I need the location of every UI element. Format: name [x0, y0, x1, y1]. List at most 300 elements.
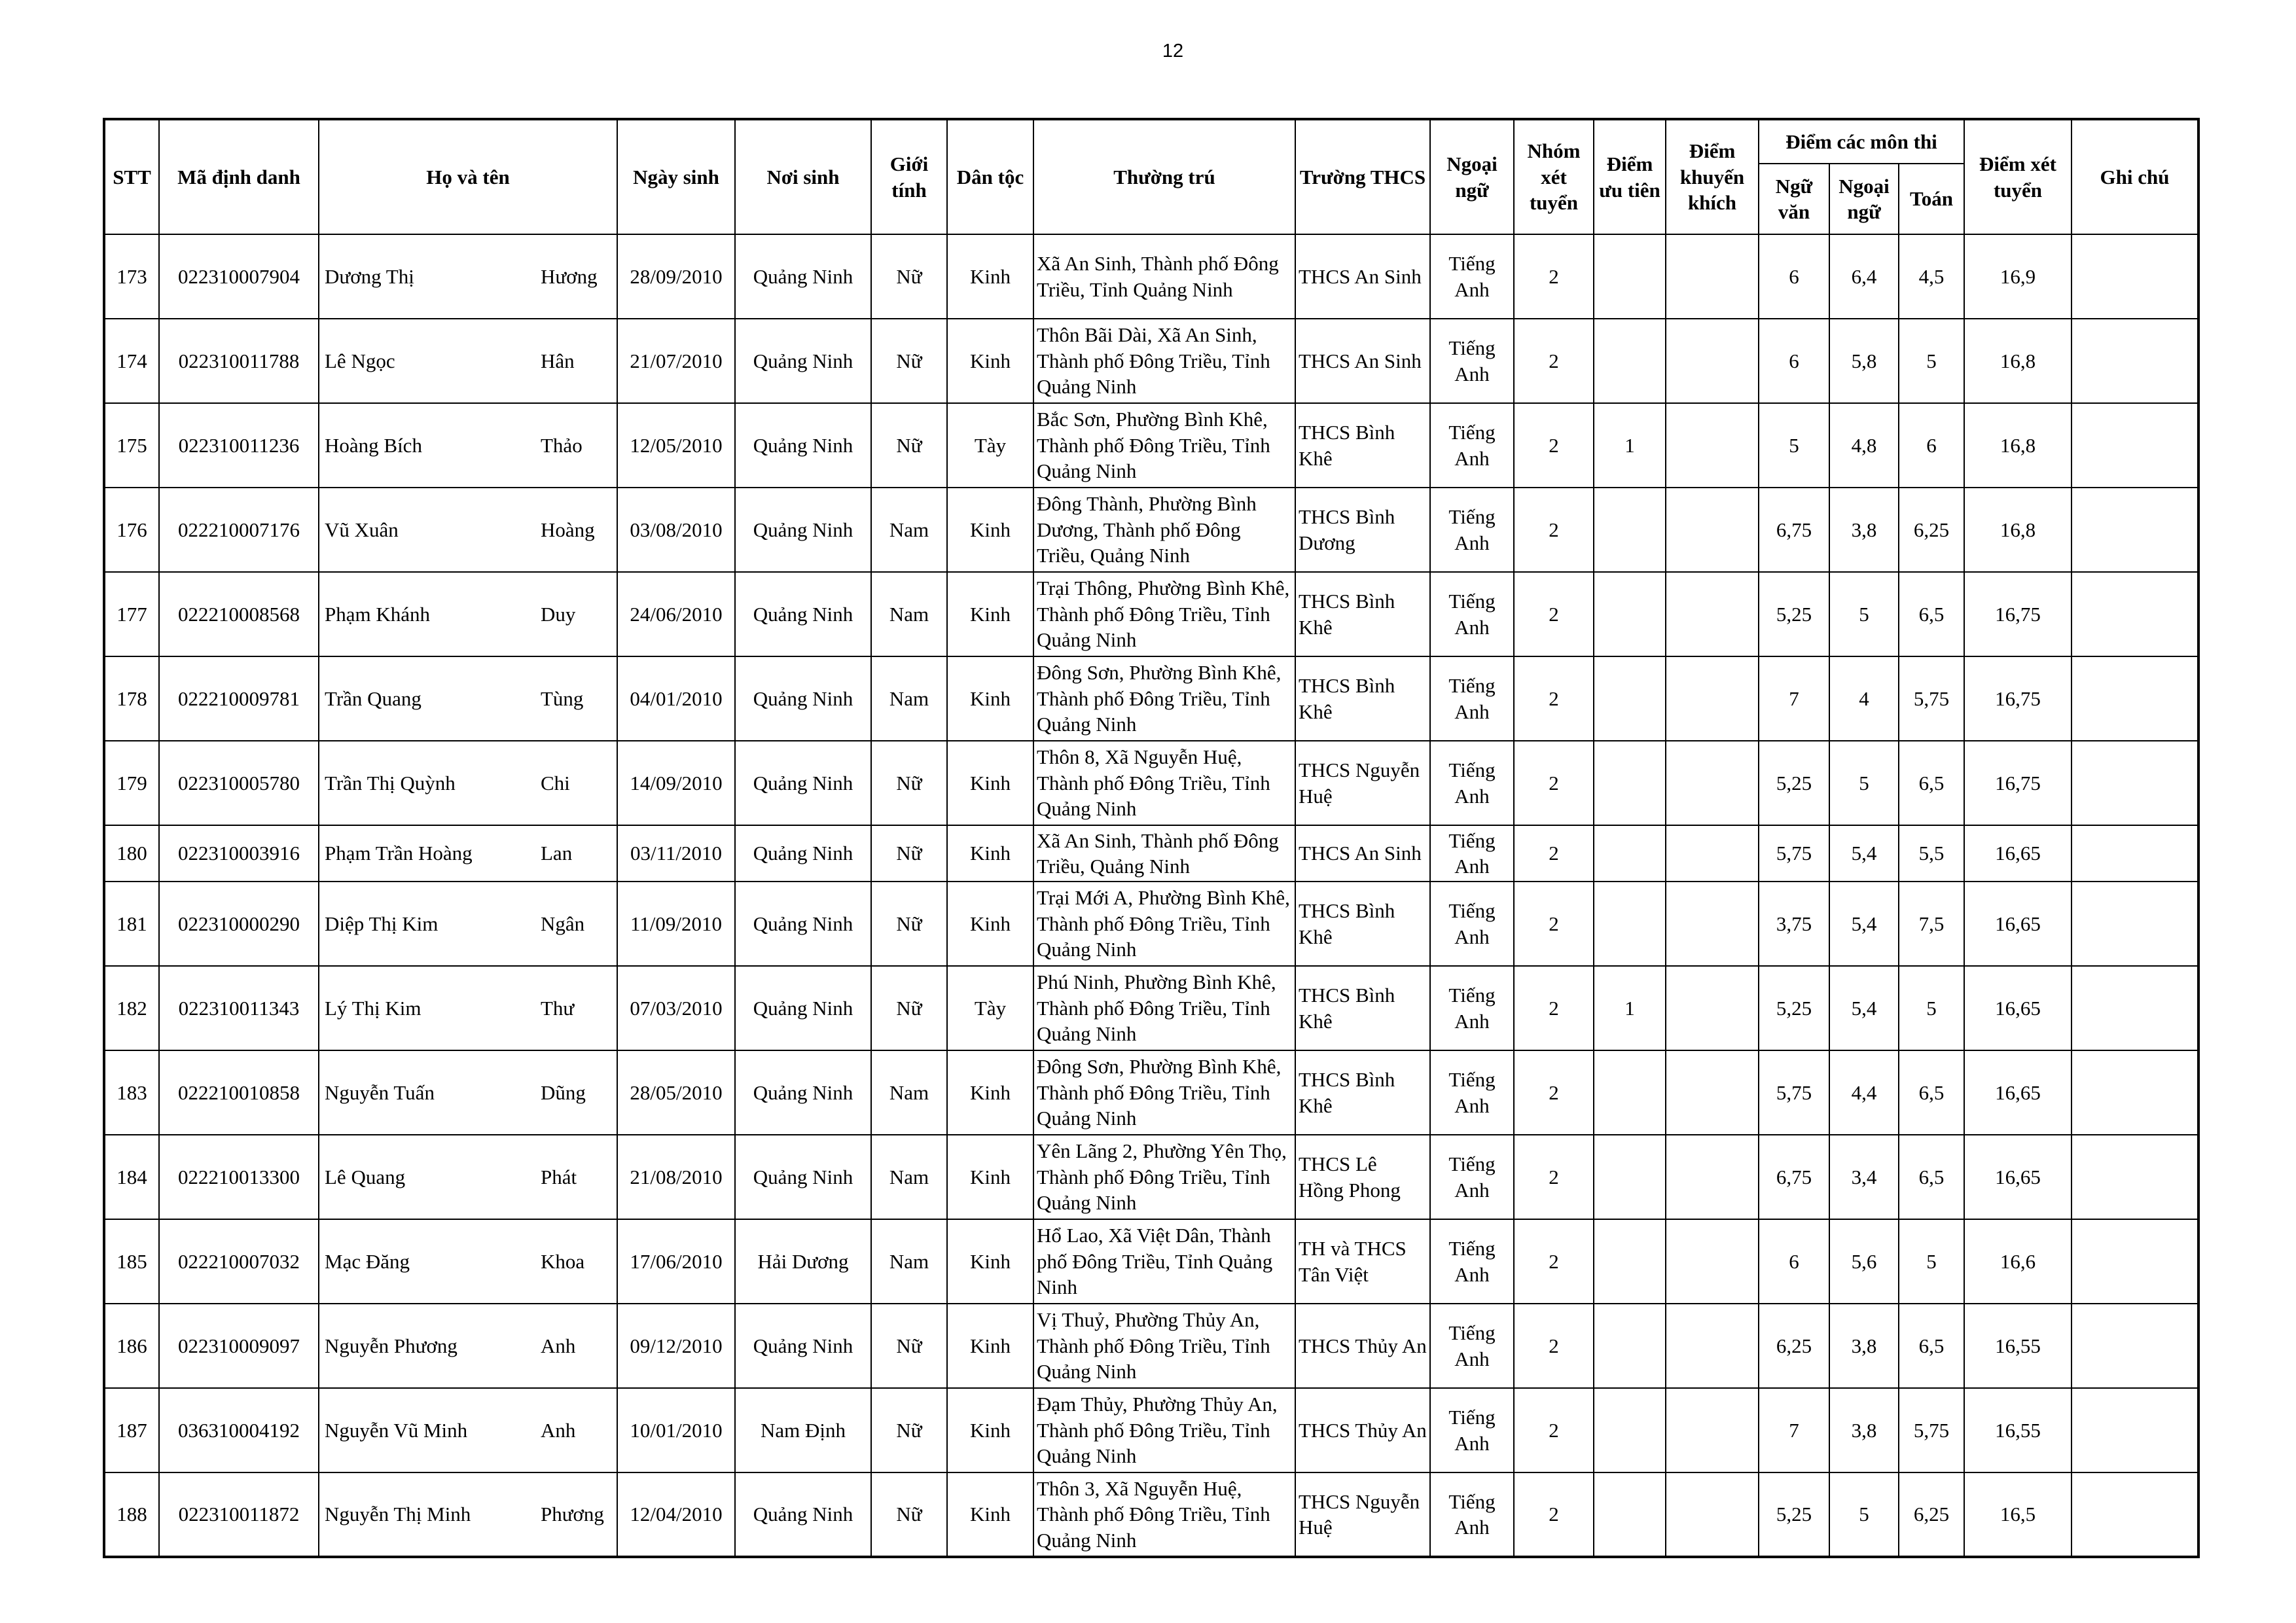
address-cell: Đông Thành, Phường Bình Dương, Thành phố Đông Triều, Quảng Ninh: [1033, 488, 1295, 572]
family-middle-name: Vũ Xuân: [325, 518, 399, 541]
name-cell: [319, 882, 617, 966]
notes-cell: [2072, 403, 2198, 488]
language-cell: Tiếng Anh: [1430, 319, 1514, 403]
stt-cell: 188: [104, 1472, 159, 1557]
name-cell: [319, 656, 617, 741]
name-cell: [319, 1135, 617, 1219]
address-cell: Trại Thông, Phường Bình Khê, Thành phố Đông Triều, Tỉnh Quảng Ninh: [1033, 572, 1295, 656]
total-score-cell: 16,65: [1964, 966, 2072, 1050]
given-name: Phát: [541, 1165, 577, 1188]
ethnicity-cell: Kinh: [947, 1050, 1033, 1135]
header-ethnicity: Dân tộc: [947, 119, 1033, 234]
school-cell: THCS Thủy An: [1295, 1388, 1430, 1472]
notes-cell: [2072, 656, 2198, 741]
id-cell: 022310007904: [159, 234, 319, 319]
family-middle-name: Phạm Khánh: [325, 602, 431, 626]
foreign-language-score-cell: 3,8: [1829, 1388, 1899, 1472]
stt-cell: 179: [104, 741, 159, 825]
admission-table: [103, 118, 2200, 1558]
group-cell: 2: [1514, 403, 1594, 488]
bonus-cell: [1666, 1135, 1759, 1219]
stt-cell: 173: [104, 234, 159, 319]
gender-cell: Nam: [871, 1219, 947, 1304]
header-priority-points: Điểm ưu tiên: [1594, 119, 1666, 234]
header-dob: Ngày sinh: [617, 119, 735, 234]
foreign-language-score-cell: 3,8: [1829, 1304, 1899, 1388]
id-cell: 022310000290: [159, 882, 319, 966]
group-cell: 2: [1514, 656, 1594, 741]
bonus-cell: [1666, 1050, 1759, 1135]
id-cell: 022210007032: [159, 1219, 319, 1304]
dob-cell: 12/05/2010: [617, 403, 735, 488]
notes-cell: [2072, 488, 2198, 572]
dob-cell: 10/01/2010: [617, 1388, 735, 1472]
family-middle-name: Diệp Thị Kim: [325, 912, 439, 935]
birthplace-cell: Quảng Ninh: [735, 882, 871, 966]
bonus-cell: [1666, 234, 1759, 319]
literature-cell: 6,75: [1759, 488, 1829, 572]
foreign-language-score-cell: 5: [1829, 741, 1899, 825]
notes-cell: [2072, 319, 2198, 403]
math-cell: 6,5: [1899, 572, 1964, 656]
bonus-cell: [1666, 572, 1759, 656]
school-cell: THCS Bình Dương: [1295, 488, 1430, 572]
header-math: Toán: [1899, 164, 1964, 234]
address-cell: Đông Sơn, Phường Bình Khê, Thành phố Đông Triều, Tỉnh Quảng Ninh: [1033, 656, 1295, 741]
language-cell: Tiếng Anh: [1430, 1050, 1514, 1135]
school-cell: THCS An Sinh: [1295, 319, 1430, 403]
ethnicity-cell: Kinh: [947, 488, 1033, 572]
family-middle-name: Nguyễn Thị Minh: [325, 1503, 471, 1526]
ethnicity-cell: Kinh: [947, 319, 1033, 403]
address-cell: Yên Lãng 2, Phường Yên Thọ, Thành phố Đông Triều, Tỉnh Quảng Ninh: [1033, 1135, 1295, 1219]
foreign-language-score-cell: 3,4: [1829, 1135, 1899, 1219]
gender-cell: Nữ: [871, 882, 947, 966]
dob-cell: 21/08/2010: [617, 1135, 735, 1219]
literature-cell: 5,75: [1759, 1050, 1829, 1135]
group-cell: 2: [1514, 966, 1594, 1050]
notes-cell: [2072, 1135, 2198, 1219]
dob-cell: 07/03/2010: [617, 966, 735, 1050]
family-middle-name: Dương Thị: [325, 264, 414, 288]
foreign-language-score-cell: 5,4: [1829, 825, 1899, 882]
school-cell: THCS Bình Khê: [1295, 882, 1430, 966]
foreign-language-score-cell: 6,4: [1829, 234, 1899, 319]
birthplace-cell: Quảng Ninh: [735, 966, 871, 1050]
name-cell: [319, 403, 617, 488]
page-number: 12: [1162, 41, 1184, 62]
math-cell: 5,75: [1899, 1388, 1964, 1472]
dob-cell: 03/11/2010: [617, 825, 735, 882]
name-cell: [319, 1388, 617, 1472]
group-cell: 2: [1514, 825, 1594, 882]
foreign-language-score-cell: 5,4: [1829, 882, 1899, 966]
address-cell: Vị Thuỷ, Phường Thủy An, Thành phố Đông Triều, Tỉnh Quảng Ninh: [1033, 1304, 1295, 1388]
priority-cell: [1594, 1304, 1666, 1388]
header-total-score: Điểm xét tuyển: [1964, 119, 2072, 234]
gender-cell: Nam: [871, 1135, 947, 1219]
school-cell: THCS An Sinh: [1295, 825, 1430, 882]
ethnicity-cell: Kinh: [947, 741, 1033, 825]
header-school: Trường THCS: [1295, 119, 1430, 234]
math-cell: 4,5: [1899, 234, 1964, 319]
family-middle-name: Lý Thị Kim: [325, 996, 422, 1020]
header-exam-scores: Điểm các môn thi: [1759, 119, 1964, 164]
total-score-cell: 16,65: [1964, 882, 2072, 966]
bonus-cell: [1666, 1219, 1759, 1304]
address-cell: Thôn 3, Xã Nguyễn Huệ, Thành phố Đông Triều, Tỉnh Quảng Ninh: [1033, 1472, 1295, 1557]
bonus-cell: [1666, 825, 1759, 882]
address-cell: Đông Sơn, Phường Bình Khê, Thành phố Đông Triều, Tỉnh Quảng Ninh: [1033, 1050, 1295, 1135]
gender-cell: Nữ: [871, 1472, 947, 1557]
address-cell: Thôn Bãi Dài, Xã An Sinh, Thành phố Đông Triều, Tỉnh Quảng Ninh: [1033, 319, 1295, 403]
table-row: [104, 1304, 2198, 1388]
birthplace-cell: Quảng Ninh: [735, 319, 871, 403]
dob-cell: 12/04/2010: [617, 1472, 735, 1557]
bonus-cell: [1666, 966, 1759, 1050]
language-cell: Tiếng Anh: [1430, 882, 1514, 966]
stt-cell: 177: [104, 572, 159, 656]
given-name: Thư: [541, 996, 575, 1020]
literature-cell: 6: [1759, 1219, 1829, 1304]
table-row: [104, 1472, 2198, 1557]
foreign-language-score-cell: 5,6: [1829, 1219, 1899, 1304]
family-middle-name: Nguyễn Phương: [325, 1334, 457, 1357]
bonus-cell: [1666, 488, 1759, 572]
id-cell: 022310011788: [159, 319, 319, 403]
priority-cell: [1594, 825, 1666, 882]
ethnicity-cell: Kinh: [947, 572, 1033, 656]
given-name: Hương: [541, 264, 598, 288]
ethnicity-cell: Kinh: [947, 882, 1033, 966]
group-cell: 2: [1514, 1050, 1594, 1135]
notes-cell: [2072, 572, 2198, 656]
header-notes: Ghi chú: [2072, 119, 2198, 234]
header-address: Thường trú: [1033, 119, 1295, 234]
school-cell: THCS Thủy An: [1295, 1304, 1430, 1388]
literature-cell: 6,75: [1759, 1135, 1829, 1219]
dob-cell: 04/01/2010: [617, 656, 735, 741]
name-cell: [319, 572, 617, 656]
ethnicity-cell: Kinh: [947, 1388, 1033, 1472]
math-cell: 5,5: [1899, 825, 1964, 882]
id-cell: 022210009781: [159, 656, 319, 741]
table-row: [104, 488, 2198, 572]
bonus-cell: [1666, 656, 1759, 741]
ethnicity-cell: Kinh: [947, 234, 1033, 319]
name-cell: [319, 319, 617, 403]
id-cell: 022310009097: [159, 1304, 319, 1388]
school-cell: THCS Bình Khê: [1295, 656, 1430, 741]
given-name: Lan: [541, 842, 573, 865]
notes-cell: [2072, 966, 2198, 1050]
math-cell: 6,5: [1899, 1050, 1964, 1135]
group-cell: 2: [1514, 572, 1594, 656]
priority-cell: [1594, 319, 1666, 403]
stt-cell: 180: [104, 825, 159, 882]
table-body: [104, 234, 2198, 1557]
ethnicity-cell: Tày: [947, 966, 1033, 1050]
ethnicity-cell: Kinh: [947, 1472, 1033, 1557]
language-cell: Tiếng Anh: [1430, 403, 1514, 488]
family-middle-name: Hoàng Bích: [325, 433, 422, 457]
gender-cell: Nữ: [871, 319, 947, 403]
dob-cell: 28/09/2010: [617, 234, 735, 319]
priority-cell: [1594, 1388, 1666, 1472]
bonus-cell: [1666, 741, 1759, 825]
total-score-cell: 16,65: [1964, 1050, 2072, 1135]
math-cell: 7,5: [1899, 882, 1964, 966]
birthplace-cell: Quảng Ninh: [735, 234, 871, 319]
language-cell: Tiếng Anh: [1430, 656, 1514, 741]
priority-cell: [1594, 1050, 1666, 1135]
dob-cell: 14/09/2010: [617, 741, 735, 825]
total-score-cell: 16,75: [1964, 656, 2072, 741]
birthplace-cell: Quảng Ninh: [735, 741, 871, 825]
math-cell: 6,5: [1899, 1304, 1964, 1388]
foreign-language-score-cell: 5,4: [1829, 966, 1899, 1050]
priority-cell: [1594, 1219, 1666, 1304]
notes-cell: [2072, 741, 2198, 825]
gender-cell: Nam: [871, 488, 947, 572]
header-group: Nhóm xét tuyển: [1514, 119, 1594, 234]
foreign-language-score-cell: 4: [1829, 656, 1899, 741]
literature-cell: 3,75: [1759, 882, 1829, 966]
language-cell: Tiếng Anh: [1430, 572, 1514, 656]
group-cell: 2: [1514, 488, 1594, 572]
id-cell: 022310011236: [159, 403, 319, 488]
literature-cell: 5,25: [1759, 966, 1829, 1050]
priority-cell: [1594, 882, 1666, 966]
header-birthplace: Nơi sinh: [735, 119, 871, 234]
dob-cell: 03/08/2010: [617, 488, 735, 572]
priority-cell: 1: [1594, 403, 1666, 488]
total-score-cell: 16,75: [1964, 741, 2072, 825]
foreign-language-score-cell: 4,4: [1829, 1050, 1899, 1135]
math-cell: 5: [1899, 966, 1964, 1050]
table-row: [104, 882, 2198, 966]
birthplace-cell: Quảng Ninh: [735, 1050, 871, 1135]
id-cell: 022210008568: [159, 572, 319, 656]
gender-cell: Nữ: [871, 741, 947, 825]
literature-cell: 5,25: [1759, 572, 1829, 656]
group-cell: 2: [1514, 1388, 1594, 1472]
table-row: [104, 319, 2198, 403]
gender-cell: Nữ: [871, 825, 947, 882]
literature-cell: 6,25: [1759, 1304, 1829, 1388]
language-cell: Tiếng Anh: [1430, 1135, 1514, 1219]
priority-cell: [1594, 1472, 1666, 1557]
name-cell: [319, 1304, 617, 1388]
bonus-cell: [1666, 1304, 1759, 1388]
birthplace-cell: Quảng Ninh: [735, 1304, 871, 1388]
family-middle-name: Phạm Trần Hoàng: [325, 842, 473, 865]
family-middle-name: Trần Quang: [325, 687, 422, 710]
school-cell: THCS Bình Khê: [1295, 572, 1430, 656]
total-score-cell: 16,6: [1964, 1219, 2072, 1304]
math-cell: 5,75: [1899, 656, 1964, 741]
notes-cell: [2072, 1472, 2198, 1557]
birthplace-cell: Quảng Ninh: [735, 572, 871, 656]
table-row: [104, 1050, 2198, 1135]
school-cell: TH và THCS Tân Việt: [1295, 1219, 1430, 1304]
foreign-language-score-cell: 5: [1829, 1472, 1899, 1557]
header-id: Mã định danh: [159, 119, 319, 234]
birthplace-cell: Quảng Ninh: [735, 1135, 871, 1219]
family-middle-name: Lê Ngọc: [325, 349, 395, 372]
math-cell: 6,5: [1899, 741, 1964, 825]
foreign-language-score-cell: 5,8: [1829, 319, 1899, 403]
total-score-cell: 16,8: [1964, 319, 2072, 403]
table-row: [104, 825, 2198, 882]
given-name: Tùng: [541, 687, 584, 710]
stt-cell: 181: [104, 882, 159, 966]
dob-cell: 17/06/2010: [617, 1219, 735, 1304]
address-cell: Thôn 8, Xã Nguyễn Huệ, Thành phố Đông Triều, Tỉnh Quảng Ninh: [1033, 741, 1295, 825]
literature-cell: 5: [1759, 403, 1829, 488]
priority-cell: [1594, 1135, 1666, 1219]
gender-cell: Nữ: [871, 966, 947, 1050]
dob-cell: 11/09/2010: [617, 882, 735, 966]
group-cell: 2: [1514, 1135, 1594, 1219]
birthplace-cell: Quảng Ninh: [735, 1472, 871, 1557]
address-cell: Hổ Lao, Xã Việt Dân, Thành phố Đông Triều, Tỉnh Quảng Ninh: [1033, 1219, 1295, 1304]
priority-cell: [1594, 741, 1666, 825]
birthplace-cell: Nam Định: [735, 1388, 871, 1472]
name-cell: [319, 966, 617, 1050]
literature-cell: 5,75: [1759, 825, 1829, 882]
bonus-cell: [1666, 1388, 1759, 1472]
priority-cell: [1594, 656, 1666, 741]
notes-cell: [2072, 1304, 2198, 1388]
language-cell: Tiếng Anh: [1430, 488, 1514, 572]
gender-cell: Nữ: [871, 1388, 947, 1472]
math-cell: 5: [1899, 319, 1964, 403]
literature-cell: 7: [1759, 1388, 1829, 1472]
birthplace-cell: Hải Dương: [735, 1219, 871, 1304]
table-row: [104, 572, 2198, 656]
given-name: Chi: [541, 771, 570, 794]
family-middle-name: Lê Quang: [325, 1165, 406, 1188]
bonus-cell: [1666, 403, 1759, 488]
school-cell: THCS An Sinh: [1295, 234, 1430, 319]
gender-cell: Nam: [871, 572, 947, 656]
literature-cell: 5,25: [1759, 741, 1829, 825]
id-cell: 036310004192: [159, 1388, 319, 1472]
family-middle-name: Nguyễn Tuấn: [325, 1080, 435, 1104]
total-score-cell: 16,8: [1964, 488, 2072, 572]
birthplace-cell: Quảng Ninh: [735, 656, 871, 741]
name-cell: [319, 741, 617, 825]
notes-cell: [2072, 1388, 2198, 1472]
stt-cell: 176: [104, 488, 159, 572]
given-name: Hân: [541, 349, 575, 372]
given-name: Khoa: [541, 1249, 585, 1273]
school-cell: THCS Bình Khê: [1295, 403, 1430, 488]
header-full-name: Họ và tên: [319, 119, 617, 234]
address-cell: Phú Ninh, Phường Bình Khê, Thành phố Đông Triều, Tỉnh Quảng Ninh: [1033, 966, 1295, 1050]
foreign-language-score-cell: 5: [1829, 572, 1899, 656]
language-cell: Tiếng Anh: [1430, 234, 1514, 319]
school-cell: THCS Lê Hồng Phong: [1295, 1135, 1430, 1219]
gender-cell: Nam: [871, 656, 947, 741]
stt-cell: 187: [104, 1388, 159, 1472]
ethnicity-cell: Kinh: [947, 656, 1033, 741]
group-cell: 2: [1514, 1304, 1594, 1388]
language-cell: Tiếng Anh: [1430, 1472, 1514, 1557]
priority-cell: [1594, 488, 1666, 572]
priority-cell: 1: [1594, 966, 1666, 1050]
name-cell: [319, 234, 617, 319]
dob-cell: 21/07/2010: [617, 319, 735, 403]
school-cell: THCS Nguyễn Huệ: [1295, 741, 1430, 825]
school-cell: THCS Bình Khê: [1295, 1050, 1430, 1135]
gender-cell: Nữ: [871, 403, 947, 488]
stt-cell: 183: [104, 1050, 159, 1135]
birthplace-cell: Quảng Ninh: [735, 825, 871, 882]
foreign-language-score-cell: 3,8: [1829, 488, 1899, 572]
family-middle-name: Nguyễn Vũ Minh: [325, 1418, 468, 1442]
family-middle-name: Trần Thị Quỳnh: [325, 771, 456, 794]
total-score-cell: 16,5: [1964, 1472, 2072, 1557]
dob-cell: 09/12/2010: [617, 1304, 735, 1388]
header-literature: Ngữ văn: [1759, 164, 1829, 234]
group-cell: 2: [1514, 234, 1594, 319]
language-cell: Tiếng Anh: [1430, 966, 1514, 1050]
dob-cell: 24/06/2010: [617, 572, 735, 656]
given-name: Anh: [541, 1334, 576, 1357]
total-score-cell: 16,65: [1964, 1135, 2072, 1219]
address-cell: Bắc Sơn, Phường Bình Khê, Thành phố Đông Triều, Tỉnh Quảng Ninh: [1033, 403, 1295, 488]
group-cell: 2: [1514, 1219, 1594, 1304]
header-language: Ngoại ngữ: [1430, 119, 1514, 234]
language-cell: Tiếng Anh: [1430, 1388, 1514, 1472]
math-cell: 6,25: [1899, 1472, 1964, 1557]
bonus-cell: [1666, 1472, 1759, 1557]
notes-cell: [2072, 825, 2198, 882]
math-cell: 6,25: [1899, 488, 1964, 572]
stt-cell: 185: [104, 1219, 159, 1304]
gender-cell: Nữ: [871, 234, 947, 319]
ethnicity-cell: Kinh: [947, 1135, 1033, 1219]
id-cell: 022310005780: [159, 741, 319, 825]
notes-cell: [2072, 1050, 2198, 1135]
header-foreign-language-score: Ngoại ngữ: [1829, 164, 1899, 234]
stt-cell: 175: [104, 403, 159, 488]
total-score-cell: 16,65: [1964, 825, 2072, 882]
id-cell: 022210010858: [159, 1050, 319, 1135]
notes-cell: [2072, 882, 2198, 966]
name-cell: [319, 1472, 617, 1557]
table-row: [104, 234, 2198, 319]
header-bonus-points: Điểm khuyến khích: [1666, 119, 1759, 234]
stt-cell: 182: [104, 966, 159, 1050]
priority-cell: [1594, 572, 1666, 656]
language-cell: Tiếng Anh: [1430, 1304, 1514, 1388]
header-stt: STT: [104, 119, 159, 234]
literature-cell: 7: [1759, 656, 1829, 741]
stt-cell: 186: [104, 1304, 159, 1388]
notes-cell: [2072, 234, 2198, 319]
school-cell: THCS Bình Khê: [1295, 966, 1430, 1050]
table-row: [104, 403, 2198, 488]
bonus-cell: [1666, 319, 1759, 403]
birthplace-cell: Quảng Ninh: [735, 488, 871, 572]
ethnicity-cell: Tày: [947, 403, 1033, 488]
table-row: [104, 966, 2198, 1050]
address-cell: Trại Mới A, Phường Bình Khê, Thành phố Đông Triều, Tỉnh Quảng Ninh: [1033, 882, 1295, 966]
language-cell: Tiếng Anh: [1430, 741, 1514, 825]
